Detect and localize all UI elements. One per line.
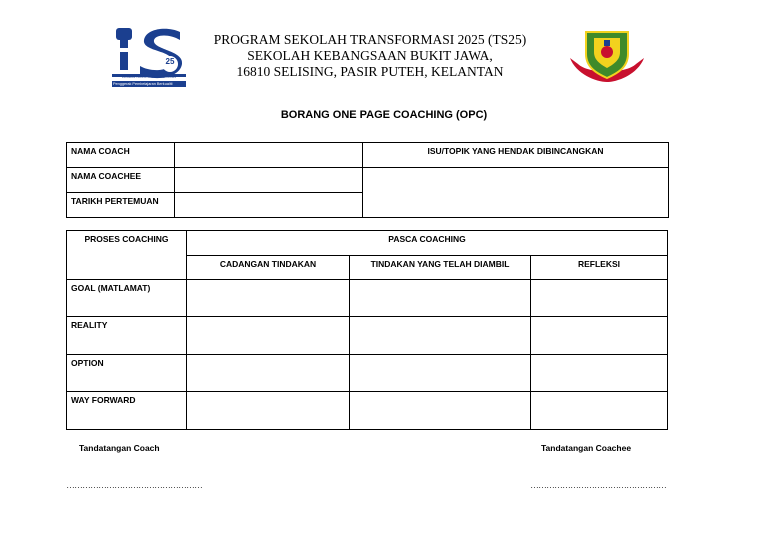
school-crest-logo bbox=[566, 28, 648, 84]
logo-caption: PROGRAM TRANSFORMASI SEKOLAH 2025 bbox=[121, 76, 177, 79]
logo-tagline: Penggerak Pembelajaran Berkualiti bbox=[113, 81, 173, 86]
nama-coach-field[interactable] bbox=[175, 143, 363, 168]
goal-refleksi-cell[interactable] bbox=[531, 280, 668, 317]
row-reality-label: REALITY bbox=[67, 317, 187, 355]
coach-signature-line[interactable]: …………………………………………… bbox=[66, 480, 202, 490]
coach-signature-label: Tandatangan Coach bbox=[79, 443, 160, 453]
nama-coachee-label: NAMA COACHEE bbox=[67, 168, 175, 193]
tarikh-pertemuan-field[interactable] bbox=[175, 193, 363, 218]
header-line-2: SEKOLAH KEBANGSAAN BUKIT JAWA, bbox=[247, 48, 493, 63]
nama-coach-label: NAMA COACH bbox=[67, 143, 175, 168]
ts25-logo bbox=[110, 26, 188, 88]
option-tindakan-cell[interactable] bbox=[350, 355, 531, 392]
header-line-1: PROGRAM SEKOLAH TRANSFORMASI 2025 (TS25) bbox=[213, 32, 527, 47]
goal-cadangan-cell[interactable] bbox=[187, 280, 350, 317]
logo-badge: 25 bbox=[165, 57, 175, 66]
header-line-3: 16810 SELISING, PASIR PUTEH, KELANTAN bbox=[236, 64, 504, 79]
tarikh-pertemuan-label: TARIKH PERTEMUAN bbox=[67, 193, 175, 218]
col-refleksi: REFLEKSI bbox=[531, 256, 668, 280]
coaching-table bbox=[66, 230, 668, 430]
option-cadangan-cell[interactable] bbox=[187, 355, 350, 392]
nama-coachee-field[interactable] bbox=[175, 168, 363, 193]
option-refleksi-cell[interactable] bbox=[531, 355, 668, 392]
reality-refleksi-cell[interactable] bbox=[531, 317, 668, 355]
col-tindakan-diambil: TINDAKAN YANG TELAH DIAMBIL bbox=[350, 256, 531, 280]
form-title: BORANG ONE PAGE COACHING (OPC) bbox=[280, 109, 488, 121]
reality-cadangan-cell[interactable] bbox=[187, 317, 350, 355]
pasca-coaching-header: PASCA COACHING bbox=[187, 231, 668, 256]
reality-tindakan-cell[interactable] bbox=[350, 317, 531, 355]
wayforward-cadangan-cell[interactable] bbox=[187, 392, 350, 430]
row-way-forward-label: WAY FORWARD bbox=[67, 392, 187, 430]
row-option-label: OPTION bbox=[67, 355, 187, 392]
wayforward-refleksi-cell[interactable] bbox=[531, 392, 668, 430]
row-goal-label: GOAL (MATLAMAT) bbox=[67, 280, 187, 317]
goal-tindakan-cell[interactable] bbox=[350, 280, 531, 317]
col-cadangan-tindakan: CADANGAN TINDAKAN bbox=[187, 256, 350, 280]
coachee-signature-label: Tandatangan Coachee bbox=[541, 443, 632, 453]
coachee-signature-line[interactable]: …………………………………………… bbox=[530, 480, 666, 490]
isu-topik-field[interactable] bbox=[363, 168, 669, 218]
info-table bbox=[66, 142, 669, 218]
wayforward-tindakan-cell[interactable] bbox=[350, 392, 531, 430]
isu-topik-header: ISU/TOPIK YANG HENDAK DIBINCANGKAN bbox=[363, 143, 669, 168]
proses-coaching-header: PROSES COACHING bbox=[67, 231, 187, 280]
